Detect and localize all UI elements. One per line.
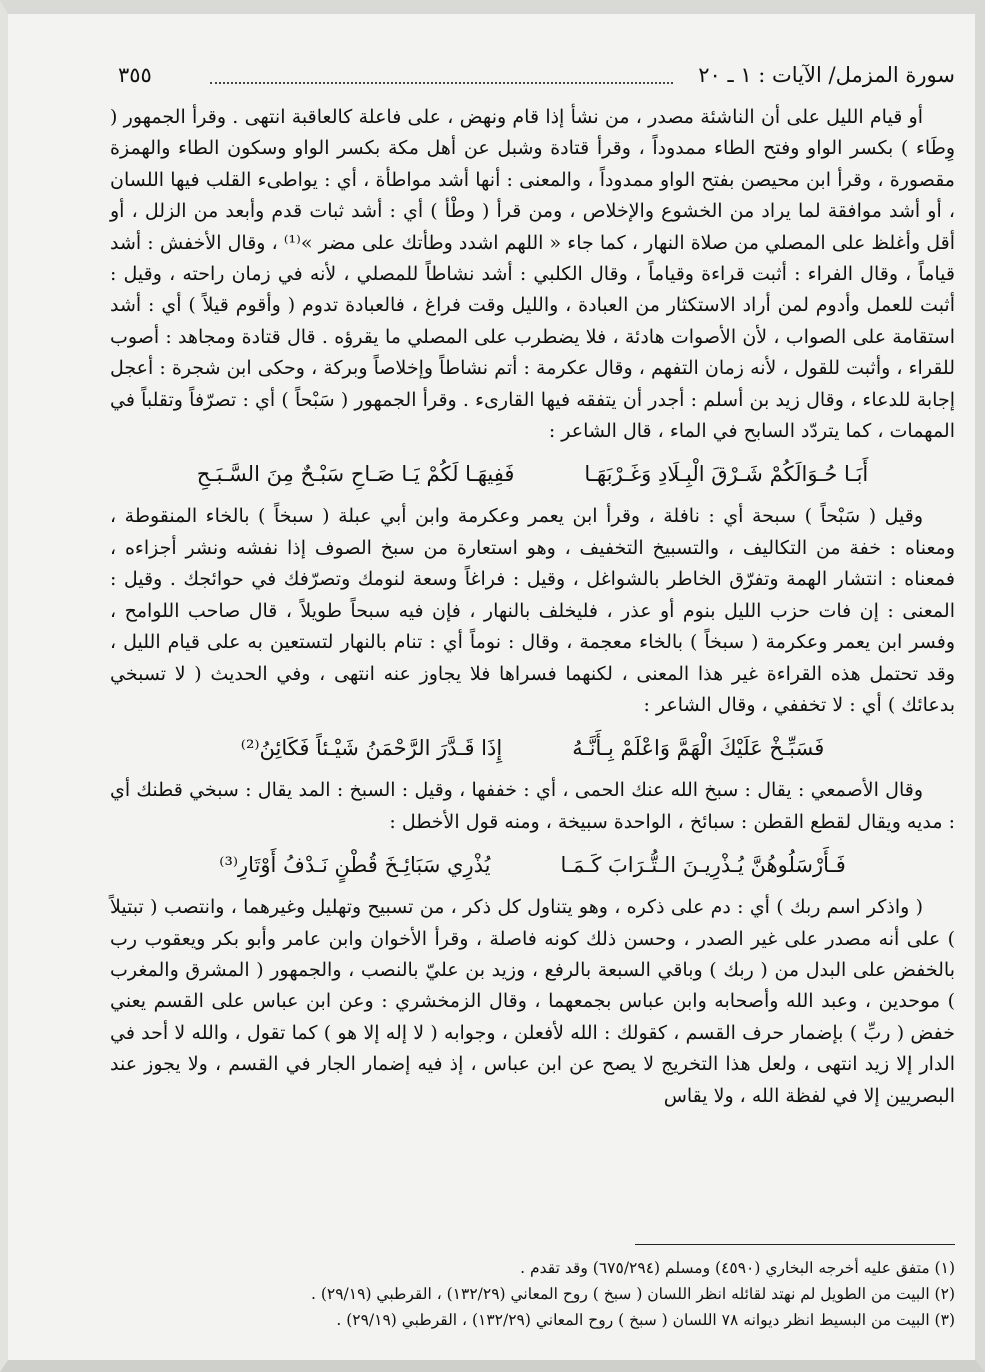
page-header — [110, 58, 955, 92]
paragraph-1: أو قيام الليل على أن الناشئة مصدر ، من نشأ إذا قام ونهض ، على فاعلة كالعاقبة انتهى . وقرأ الجمهور ( وِطَاء ) بكسر الواو وفتح الطاء ممدوداً ، وقرأ قتادة وشبل عن أهل مكة بكسر الواو وسكون الطاء والهمزة مقصورة ، وقرأ ابن محيصن بفتح الواو ممدوداً ، والمعنى : أنها أشد مواطأة ، أي : يواطىء القلب فيها اللسان ، أو أشد موافقة لما يراد من الخشوع والإخلاص ، ومن قرأ ( وطْأ ) أي : أشد ثبات قدم وأبعد من الزلل ، أو أقل وأغلظ على المصلي من صلاة النهار ، كما جاء « اللهم اشدد وطأتك على مضر »⁽¹⁾ ، وقال الأخفش : أشد قياماً ، وقال الفراء : أثبت قراءة وقياماً ، وقال الكلبي : أشد نشاطاً للمصلي ، لأنه في زمان راحته ، وقيل : أثبت للعمل وأدوم لمن أراد الاستكثار من العبادة ، والليل وقت فراغ ، فالعبادة تدوم ( وأقوم قيلاً ) أي : أشد استقامة على الصواب ، لأن الأصوات هادئة ، فلا يضطرب على المصلي ما يقرؤه . قال قتادة ومجاهد : أصوب للقراء ، وأثبت للقول ، لأنه زمان التفهم ، وقال عكرمة : أتم نشاطاً وإخلاصاً وبركة ، وحكى ابن شجرة : أعجل إجابة للدعاء ، وقال زيد بن أسلم : أجدر أن يتفقه فيها القارىء . وقرأ الجمهور ( سَبْحاً ) أي : تصرّفاً وتقلباً في المهمات ، كما يتردّد السابح في الماء ، قال الشاعر : — [110, 106, 955, 443]
footnotes — [110, 1255, 955, 1333]
verse-1-first-hemistich: أَبَـا حُـوَالَكُمْ شَـرْقَ الْبِـلَادِ وَغَـرْبَهَـا — [584, 462, 869, 487]
footnote-2: (٢) البيت من الطويل لم نهتد لقائله انظر اللسان ( سبخ ) روح المعاني (١٣٢/٢٩) ، القرطبي (٢٩/١٩) . — [311, 1285, 955, 1303]
verse-1-second-hemistich: فَفِيهَـا لَكُمْ يَـا صَـاحِ سَبْـحٌ مِنَ السَّـبَـحِ — [196, 462, 515, 487]
footnote-3: (٣) البيت من البسيط انظر ديوانه ٧٨ اللسان ( سبخ ) روح المعاني (١٣٢/٢٩) ، القرطبي (٢٩/١٩) . — [336, 1311, 955, 1329]
poem-verse-3 — [110, 850, 955, 880]
book-page — [110, 50, 955, 1340]
poem-verse-2 — [110, 733, 955, 763]
chapter-title: سورة المزمل/ الآيات : ١ ـ ٢٠ — [698, 63, 955, 87]
verse-2-second-hemistich: إِذَا قَـدَّرَ الرَّحْمَنُ شَيْـئاً فَكَائِنُ⁽²⁾ — [240, 736, 503, 761]
verse-2-first-hemistich: فَسَبِّـخْ عَلَيْكَ الْهَمَّ وَاعْلَمْ بِـأَنَّـهُ — [572, 736, 825, 761]
header-dotted-leader — [210, 58, 673, 84]
page-number: ٣٥٥ — [118, 63, 152, 87]
poem-verse-1 — [110, 459, 955, 489]
paragraph-3: وقال الأصمعي : يقال : سبخ الله عنك الحمى ، أي : خففها ، وقيل : السبخ : المد يقال : سبخي قطنك أي : مديه ويقال لقطع القطن : سبائخ ، الواحدة سبيخة ، ومنه قول الأخطل : — [110, 779, 955, 833]
page-body — [110, 102, 955, 1112]
paragraph-4: ( واذكر اسم ربك ) أي : دم على ذكره ، وهو يتناول كل ذكر ، من تسبيح وتهليل وغيرهما ، وانتصب ( تبتيلاً ) على أنه مصدر على غير الصدر ، وحسن ذلك كونه فاصلة ، وقرأ الأخوان وابن عامر وأبو بكر ويعقوب رب بالخفض على البدل من ( ربك ) وباقي السبعة بالرفع ، وزيد بن عليّ بالنصب ، والجمهور ( المشرق والمغرب ) موحدين ، وعبد الله وأصحابه وابن عباس بجمعهما ، وقال الزمخشري : وعن ابن عباس على القسم يعني خفض ( ربِّ ) بإضمار حرف القسم ، كقولك : الله لأفعلن ، وجوابه ( لا إله إلا هو ) كما تقول ، والله لا أحد في الدار إلا زيد انتهى ، ولعل هذا التخريج لا يصح عن ابن عباس ، إذ فيه إضمار الجار في القسم ، ولا يجوز عند البصريين إلا في لفظة الله ، ولا يقاس — [110, 896, 956, 1107]
paragraph-2: وقيل ( سَبْحاً ) سبحة أي : نافلة ، وقرأ ابن يعمر وعكرمة وابن أبي عبلة ( سبخاً ) بالخاء المنقوطة ، ومعناه : خفة من التكاليف ، والتسبيخ التخفيف ، وهو استعارة من سبخ الصوف إذا نفشه ونشر أجزاءه ، فمعناه : انتشار الهمة وتفرّق الخاطر بالشواغل ، وقيل : فراغاً وسعة لنومك وتصرّفك في حوائجك . وقيل : المعنى : إن فات حزب الليل بنوم أو عذر ، فليخلف بالنهار ، فإن فيه سبحاً طويلاً ، قال صاحب اللوامح ، وفسر ابن يعمر وعكرمة ( سبخاً ) بالخاء معجمة ، وقال : نوماً أي : تنام بالنهار لتستعين به على قيام الليل ، وقد تحتمل هذه القراءة غير هذا المعنى ، لكنهما فسراها فلا يجاوز عنه انتهى ، وفي الحديث ( لا تسبخي بدعائك ) أي : لا تخففي ، وقال الشاعر : — [110, 505, 955, 716]
footnote-1: (١) متفق عليه أخرجه البخاري (٤٥٩٠) ومسلم (٦٧٥/٢٩٤) وقد تقدم . — [520, 1259, 955, 1277]
verse-3-second-hemistich: يُذْرِي سَبَائِـخَ قُطْنٍ نَـدْفُ أَوْتَارِ⁽³⁾ — [219, 853, 491, 878]
verse-3-first-hemistich: فَـأَرْسَلُوهُنَّ يُـذْرِيـنَ الـتُّـرَابَ كَـمَـا — [560, 853, 846, 878]
footnote-separator — [635, 1244, 955, 1245]
